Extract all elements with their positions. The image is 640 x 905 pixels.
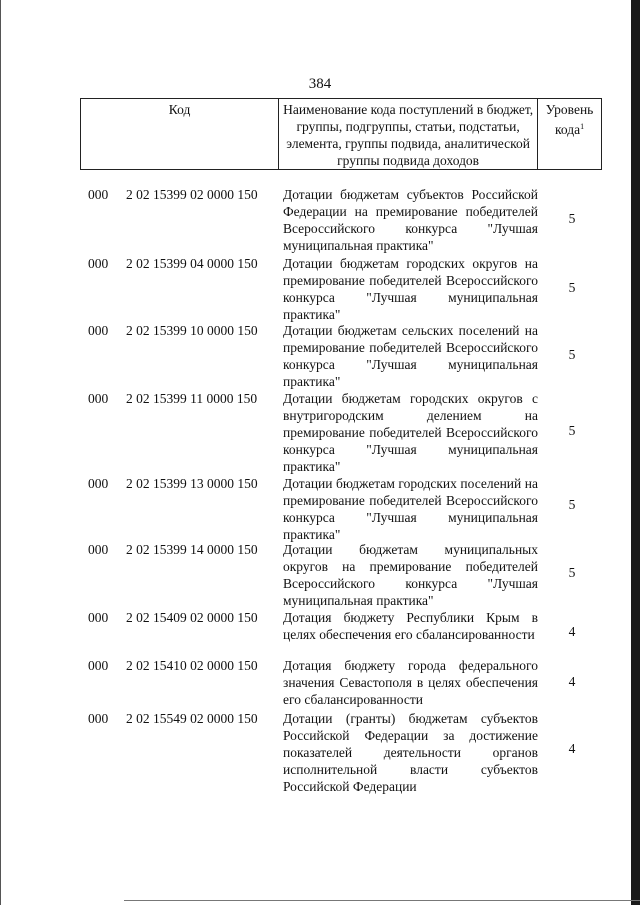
row-level: 4 <box>568 674 576 689</box>
scan-left-edge <box>0 0 1 905</box>
row-level: 5 <box>568 423 576 438</box>
page-number: 384 <box>308 76 332 92</box>
row-level: 5 <box>568 280 576 295</box>
row-name: Дотации бюджетам городских поселений на премирование победителей Всероссийского конкурса "Лучшая муниципальная практика" <box>283 476 538 542</box>
table-header <box>80 98 602 170</box>
row-name: Дотации бюджетам субъектов Российской Федерации на премирование победителей Всероссийского конкурса "Лучшая муниципальная практика" <box>283 187 538 253</box>
row-code: 2 02 15410 02 0000 150 <box>126 658 258 673</box>
row-level: 4 <box>568 741 576 756</box>
row-name: Дотации (гранты) бюджетам субъектов Российской Федерации за достижение показателей деятельности органов исполнительной власти субъектов Российской Федерации <box>283 711 538 794</box>
header-level-footnote: 1 <box>580 122 585 131</box>
row-prefix: 000 <box>88 323 109 338</box>
row-name: Дотации бюджетам муниципальных округов на премирование победителей Всероссийского конкурса "Лучшая муниципальная практика" <box>283 542 538 608</box>
row-level: 5 <box>568 497 576 512</box>
header-code: Код <box>81 99 279 170</box>
row-code: 2 02 15399 13 0000 150 <box>126 476 258 491</box>
row-prefix: 000 <box>88 610 109 625</box>
row-code: 2 02 15409 02 0000 150 <box>126 610 258 625</box>
row-name: Дотация бюджету города федерального значения Севастополя в целях обеспечения его сбалансированности <box>283 658 538 707</box>
row-level: 4 <box>568 624 576 639</box>
row-prefix: 000 <box>88 256 109 271</box>
row-name: Дотации бюджетам городских округов на премирование победителей Всероссийского конкурса "Лучшая муниципальная практика" <box>283 256 538 322</box>
scan-bottom-edge <box>124 900 640 901</box>
row-name: Дотация бюджету Республики Крым в целях обеспечения его сбалансированности <box>283 610 538 642</box>
row-prefix: 000 <box>88 187 109 202</box>
row-level: 5 <box>568 211 576 226</box>
row-prefix: 000 <box>88 711 109 726</box>
row-prefix: 000 <box>88 542 109 557</box>
header-level-label: Уровень кода <box>545 102 594 137</box>
row-name: Дотации бюджетам сельских поселений на премирование победителей Всероссийского конкурса "Лучшая муниципальная практика" <box>283 323 538 389</box>
scan-right-edge <box>631 0 640 905</box>
row-prefix: 000 <box>88 658 109 673</box>
row-prefix: 000 <box>88 476 109 491</box>
row-prefix: 000 <box>88 391 109 406</box>
row-code: 2 02 15399 11 0000 150 <box>126 391 258 406</box>
row-level: 5 <box>568 347 576 362</box>
row-code: 2 02 15549 02 0000 150 <box>126 711 258 726</box>
row-code: 2 02 15399 02 0000 150 <box>126 187 258 202</box>
row-code: 2 02 15399 14 0000 150 <box>126 542 258 557</box>
header-level <box>538 99 602 170</box>
row-code: 2 02 15399 04 0000 150 <box>126 256 258 271</box>
row-code: 2 02 15399 10 0000 150 <box>126 323 258 338</box>
header-name: Наименование кода поступлений в бюджет, группы, подгруппы, статьи, подстатьи, элемента, группы подвида, аналитической группы подвида доходов <box>279 99 538 170</box>
row-name: Дотации бюджетам городских округов с внутригородским делением на премирование победителей Всероссийского конкурса "Лучшая муниципальная практика" <box>283 391 538 474</box>
row-level: 5 <box>568 565 576 580</box>
